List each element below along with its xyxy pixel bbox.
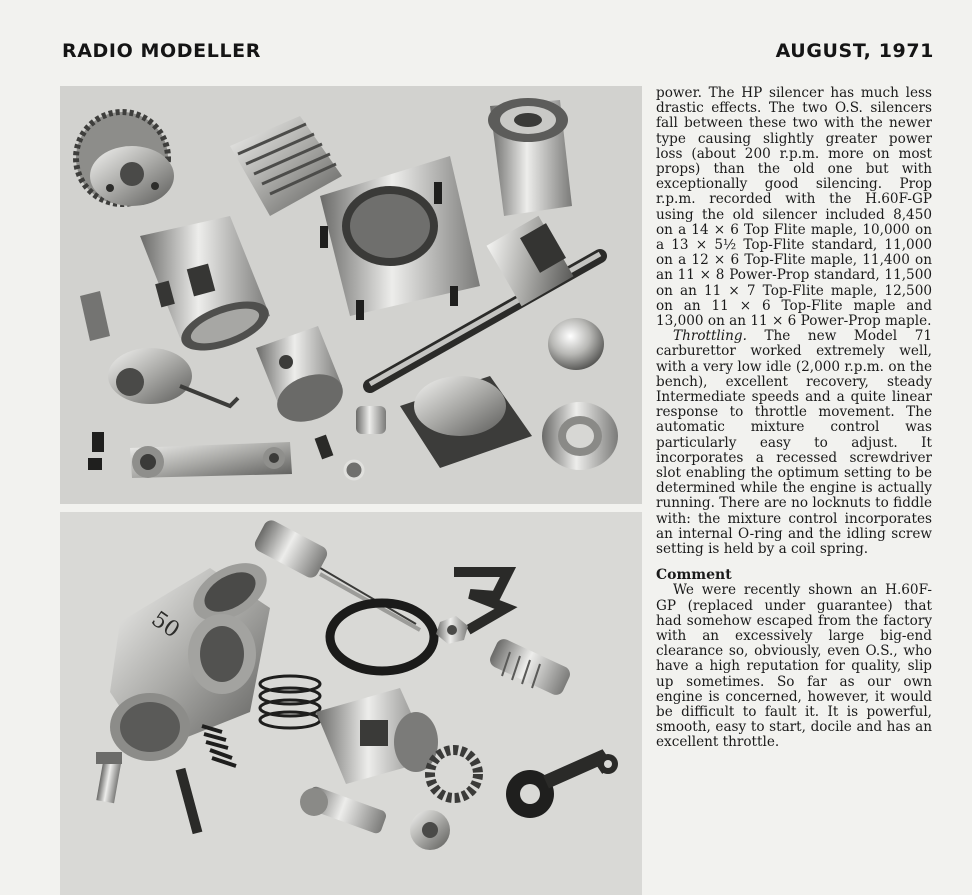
carburettor-body-marking: 50	[146, 606, 184, 644]
spinner-nut-part	[548, 318, 604, 370]
issue-date: AUGUST, 1971	[775, 40, 934, 62]
connecting-rod-part	[130, 442, 292, 478]
paragraph-throttling	[656, 329, 932, 557]
throttling-body: The new Model 71 carburettor worked extremely well, with a very low idle (2,000 r.p.m. on the bench), excellent recovery, steady Intermediate speeds and a quite linear response to throttle movement. The automatic mixture control was particularly easy to adjust. It incorporates a recessed screwdriver slot enabling the optimum setting to be determined while the engine is actually running. There are no locknuts to fiddle with: the mixture control incorporates an internal O-ring and the idling screw setting is held by a coil spring.	[656, 328, 932, 558]
paragraph-silencer-results: power. The HP silencer has much less drastic effects. The two O.S. silencers fall between these two with the newer type causing slightly greater power loss (about 200 r.p.m. more on most props) than the old one but with exceptionally good silencing. Prop r.p.m. recorded with the H.60F-GP using the old silencer included 8,450 on a 14 × 6 Top Flite maple, 10,000 on a 13 × 5½ Top-Flite standard, 11,000 on a 12 × 6 Top-Flite maple, 11,400 on an 11 × 8 Power-Prop standard, 11,500 on an 11 × 7 Top-Flite maple, 12,500 on an 11 × 6 Top-Flite maple and 13,000 on an 11 × 6 Power-Prop maple.	[656, 85, 932, 330]
comment-heading: Comment	[656, 567, 732, 584]
thrust-washer-part	[542, 402, 618, 470]
bush-part	[356, 406, 386, 434]
paragraph-comment: We were recently shown an H.60F-GP (replaced under guarantee) that had somehow escaped from the factory with an excessively large big-end clearance so, obviously, even O.S., who have a high reputation for quality, slip up sometimes. So far as our own engine is concerned, however, it would be difficult to fault it. It is powerful, smooth, easy to start, docile and has an excellent throttle.	[656, 582, 932, 751]
article-text-column	[656, 86, 932, 751]
engine-parts-photo	[60, 86, 642, 504]
throttling-lead-in: Throttling.	[673, 328, 747, 345]
carburettor-parts-photo	[60, 512, 642, 895]
publication-title: RADIO MODELLER	[62, 40, 261, 62]
